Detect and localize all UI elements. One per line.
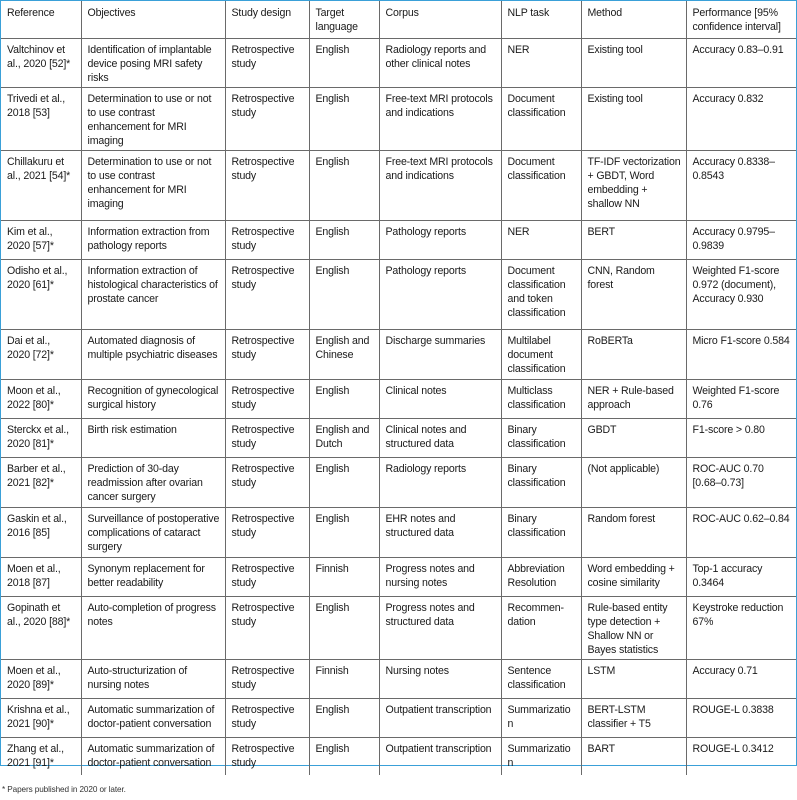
table-cell: Finnish	[309, 660, 379, 699]
table-cell: Clinical notes and structured data	[379, 419, 501, 458]
table-cell: Retrospective study	[225, 419, 309, 458]
table-cell: ROC-AUC 0.62–0.84	[686, 508, 796, 558]
table-cell: ROUGE-L 0.3838	[686, 699, 796, 738]
table-cell: English	[309, 380, 379, 419]
table-cell: English and Dutch	[309, 419, 379, 458]
table-cell: Summarization	[501, 699, 581, 738]
table-cell: Retrospective study	[225, 558, 309, 597]
table-cell: Retrospective study	[225, 508, 309, 558]
table-cell: Accuracy 0.83–0.91	[686, 39, 796, 88]
table-cell: Micro F1-score 0.584	[686, 330, 796, 380]
table-cell: Retrospective study	[225, 380, 309, 419]
table-cell: Determination to use or not to use contrast enhancement for MRI imaging	[81, 151, 225, 221]
table-row	[1, 660, 796, 699]
header-cell: Objectives	[81, 1, 225, 39]
table-cell: Retrospective study	[225, 597, 309, 660]
table-cell: Gaskin et al., 2016 [85]	[1, 508, 81, 558]
table-cell: Gopinath et al., 2020 [88]*	[1, 597, 81, 660]
table-cell: Retrospective study	[225, 260, 309, 330]
table-cell: NER	[501, 39, 581, 88]
table-cell: Retrospective study	[225, 88, 309, 151]
table-cell: Existing tool	[581, 88, 686, 151]
table-cell: Retrospective study	[225, 39, 309, 88]
header-cell: Performance [95% confidence interval]	[686, 1, 796, 39]
table-cell: Clinical notes	[379, 380, 501, 419]
table-cell: Discharge summaries	[379, 330, 501, 380]
table-row	[1, 260, 796, 330]
table-cell: English	[309, 738, 379, 775]
header-cell: Study design	[225, 1, 309, 39]
table-cell: Sterckx et al., 2020 [81]*	[1, 419, 81, 458]
table-cell: Birth risk estimation	[81, 419, 225, 458]
header-cell: Target language	[309, 1, 379, 39]
table-cell: BERT-LSTM classifier + T5	[581, 699, 686, 738]
table-cell: Retrospective study	[225, 699, 309, 738]
table-cell: Document classification	[501, 88, 581, 151]
table-cell: Multilabel document classification	[501, 330, 581, 380]
table-cell: Zhang et al., 2021 [91]*	[1, 738, 81, 775]
table-cell: English	[309, 597, 379, 660]
table-cell: Outpatient transcription	[379, 738, 501, 775]
table-cell: Auto-structurization of nursing notes	[81, 660, 225, 699]
table-cell: Word embedding + cosine similarity	[581, 558, 686, 597]
table-cell: LSTM	[581, 660, 686, 699]
table-cell: Nursing notes	[379, 660, 501, 699]
table-row	[1, 39, 796, 88]
table-cell: Information extraction from pathology reports	[81, 221, 225, 260]
table-cell: Surveillance of postoperative complications of cataract surgery	[81, 508, 225, 558]
table-cell: F1-score > 0.80	[686, 419, 796, 458]
table-cell: NER + Rule-based approach	[581, 380, 686, 419]
table-cell: Krishna et al., 2021 [90]*	[1, 699, 81, 738]
table-cell: Moen et al., 2020 [89]*	[1, 660, 81, 699]
table-cell: Retrospective study	[225, 330, 309, 380]
table-cell: Moen et al., 2018 [87]	[1, 558, 81, 597]
table-cell: English and Chinese	[309, 330, 379, 380]
table-cell: Pathology reports	[379, 260, 501, 330]
table-cell: Accuracy 0.8338–0.8543	[686, 151, 796, 221]
table-cell: EHR notes and structured data	[379, 508, 501, 558]
table-cell: Binary classification	[501, 508, 581, 558]
table-cell: English	[309, 221, 379, 260]
table-cell: Valtchinov et al., 2020 [52]*	[1, 39, 81, 88]
header-cell: Corpus	[379, 1, 501, 39]
table-row	[1, 699, 796, 738]
table-cell: GBDT	[581, 419, 686, 458]
table-cell: (Not applicable)	[581, 458, 686, 508]
table-cell: Recognition of gynecological surgical history	[81, 380, 225, 419]
table-cell: Free-text MRI protocols and indications	[379, 151, 501, 221]
table-cell: Auto-completion of progress notes	[81, 597, 225, 660]
table-cell: Determination to use or not to use contrast enhancement for MRI imaging	[81, 88, 225, 151]
table-cell: CNN, Random forest	[581, 260, 686, 330]
table-row	[1, 419, 796, 458]
table-row	[1, 330, 796, 380]
table-cell: Keystroke reduction 67%	[686, 597, 796, 660]
table-cell: Finnish	[309, 558, 379, 597]
table-cell: English	[309, 151, 379, 221]
table-cell: Accuracy 0.9795–0.9839	[686, 221, 796, 260]
table-cell: Abbreviation Resolution	[501, 558, 581, 597]
table-cell: Document classification and token classification	[501, 260, 581, 330]
table-cell: Pathology reports	[379, 221, 501, 260]
table-row	[1, 221, 796, 260]
footnote: * Papers published in 2020 or later.	[2, 785, 126, 794]
table-cell: Weighted F1-score 0.972 (document), Accuracy 0.930	[686, 260, 796, 330]
table-cell: Identification of implantable device posing MRI safety risks	[81, 39, 225, 88]
table-cell: TF-IDF vectorization + GBDT, Word embedding + shallow NN	[581, 151, 686, 221]
table-cell: Accuracy 0.71	[686, 660, 796, 699]
table-cell: Random forest	[581, 508, 686, 558]
table-cell: English	[309, 260, 379, 330]
table-cell: Moon et al., 2022 [80]*	[1, 380, 81, 419]
table-row	[1, 88, 796, 151]
table-cell: Dai et al., 2020 [72]*	[1, 330, 81, 380]
table-cell: Progress notes and structured data	[379, 597, 501, 660]
table-cell: Summarization	[501, 738, 581, 775]
table-cell: Free-text MRI protocols and indications	[379, 88, 501, 151]
table-row	[1, 380, 796, 419]
table-row	[1, 508, 796, 558]
table-cell: Radiology reports and other clinical notes	[379, 39, 501, 88]
table-row	[1, 558, 796, 597]
table-cell: Binary classification	[501, 458, 581, 508]
table-cell: ROC-AUC 0.70 [0.68–0.73]	[686, 458, 796, 508]
table-cell: Rule-based entity type detection + Shallow NN or Bayes statistics	[581, 597, 686, 660]
table-cell: Automated diagnosis of multiple psychiatric diseases	[81, 330, 225, 380]
table-cell: Top-1 accuracy 0.3464	[686, 558, 796, 597]
table-cell: Trivedi et al., 2018 [53]	[1, 88, 81, 151]
table-cell: Retrospective study	[225, 458, 309, 508]
table-cell: Retrospective study	[225, 738, 309, 775]
table-cell: Multiclass classification	[501, 380, 581, 419]
table-cell: Progress notes and nursing notes	[379, 558, 501, 597]
table-cell: Retrospective study	[225, 221, 309, 260]
table-cell: BERT	[581, 221, 686, 260]
table-cell: Recommen-dation	[501, 597, 581, 660]
table-row	[1, 738, 796, 775]
table-cell: Synonym replacement for better readability	[81, 558, 225, 597]
table-cell: English	[309, 699, 379, 738]
studies-table	[1, 1, 796, 775]
header-cell: NLP task	[501, 1, 581, 39]
table-cell: English	[309, 88, 379, 151]
table-cell: Barber et al., 2021 [82]*	[1, 458, 81, 508]
table-cell: BART	[581, 738, 686, 775]
table-cell: Binary classification	[501, 419, 581, 458]
table-cell: English	[309, 508, 379, 558]
table-cell: Automatic summarization of doctor-patient conversation	[81, 699, 225, 738]
table-cell: Kim et al., 2020 [57]*	[1, 221, 81, 260]
table-cell: NER	[501, 221, 581, 260]
table-cell: Accuracy 0.832	[686, 88, 796, 151]
table-cell: RoBERTa	[581, 330, 686, 380]
table-cell: Radiology reports	[379, 458, 501, 508]
table-row	[1, 597, 796, 660]
table-cell: Information extraction of histological characteristics of prostate cancer	[81, 260, 225, 330]
table-cell: Odisho et al., 2020 [61]*	[1, 260, 81, 330]
table-cell: Retrospective study	[225, 151, 309, 221]
table-cell: English	[309, 458, 379, 508]
table-row	[1, 151, 796, 221]
table-cell: Sentence classification	[501, 660, 581, 699]
header-row	[1, 1, 796, 39]
header-cell: Method	[581, 1, 686, 39]
table-cell: Retrospective study	[225, 660, 309, 699]
table-cell: Existing tool	[581, 39, 686, 88]
table-cell: Document classification	[501, 151, 581, 221]
table-cell: English	[309, 39, 379, 88]
table-cell: Prediction of 30-day readmission after ovarian cancer surgery	[81, 458, 225, 508]
table-cell: Automatic summarization of doctor-patient conversation	[81, 738, 225, 775]
table-cell: ROUGE-L 0.3412	[686, 738, 796, 775]
table-cell: Outpatient transcription	[379, 699, 501, 738]
table-row	[1, 458, 796, 508]
table-cell: Chillakuru et al., 2021 [54]*	[1, 151, 81, 221]
header-cell: Reference	[1, 1, 81, 39]
table-cell: Weighted F1-score 0.76	[686, 380, 796, 419]
